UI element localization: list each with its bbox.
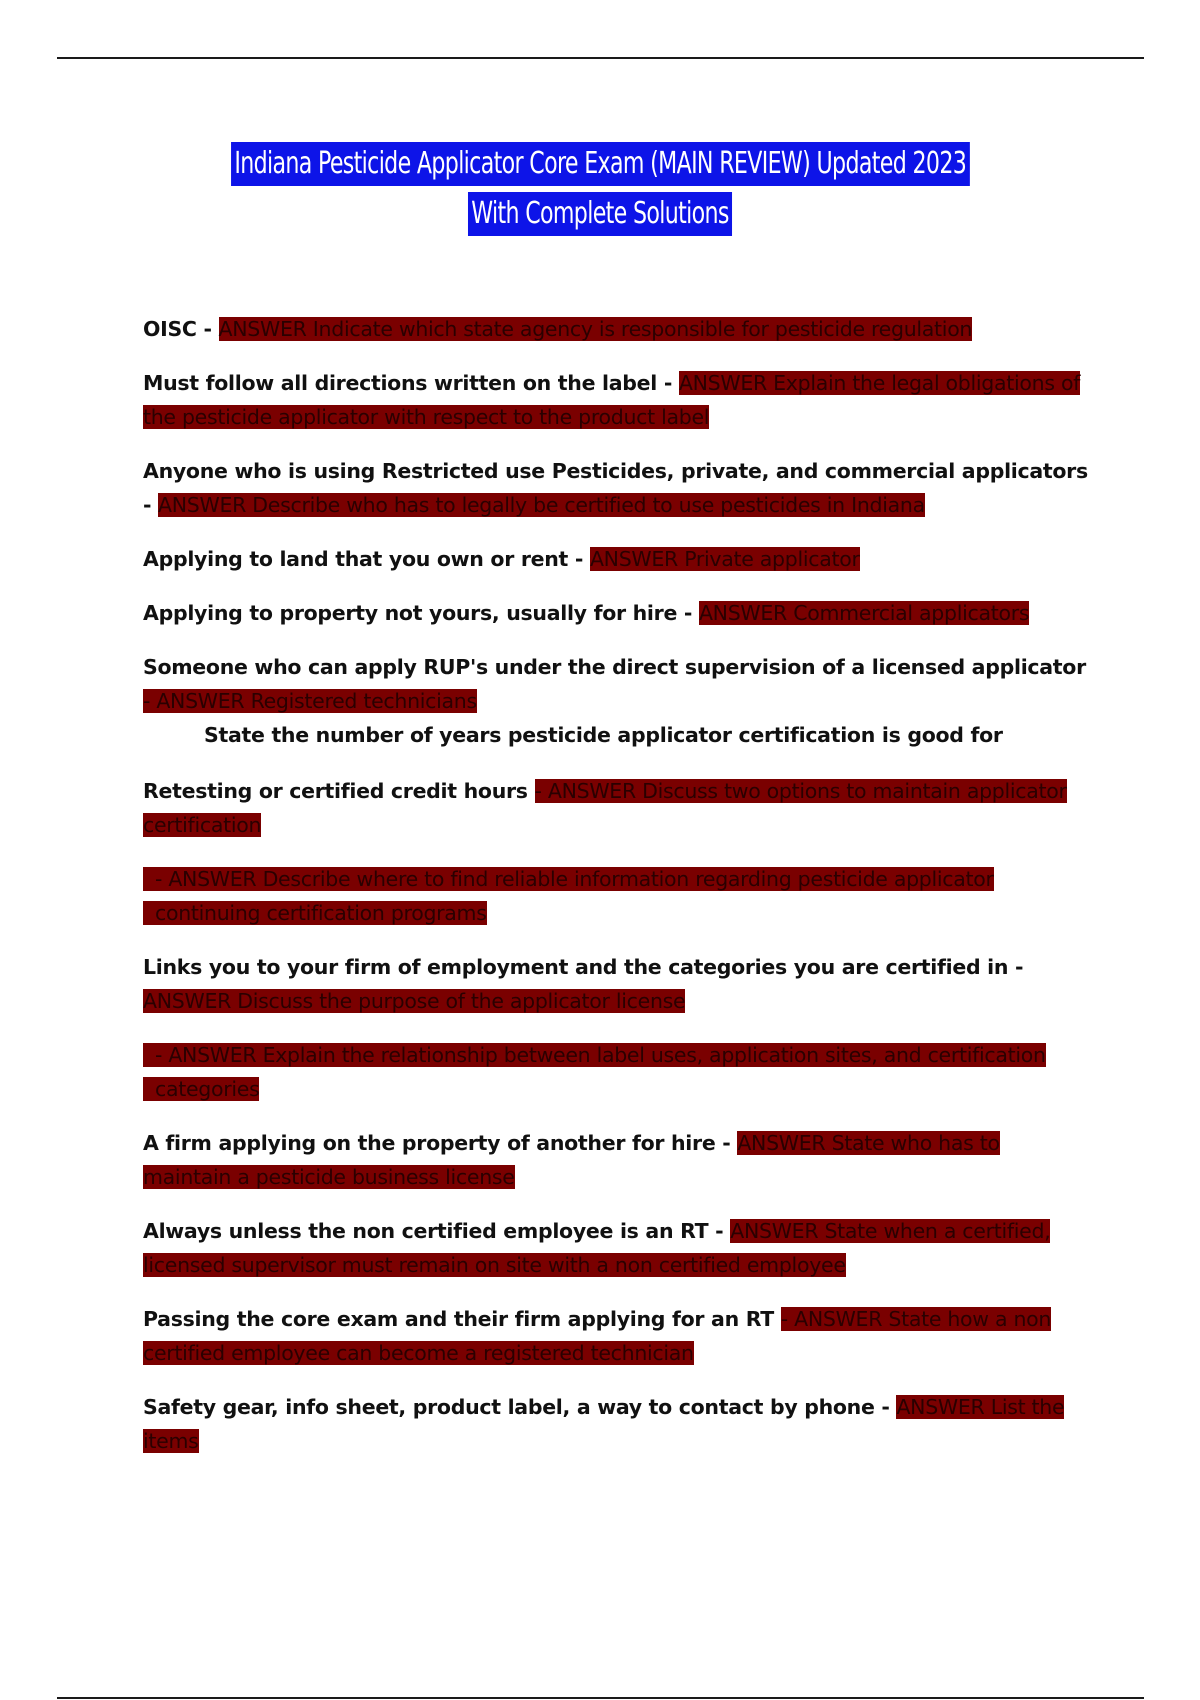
entry-term: Applying to land that you own or rent - <box>143 547 590 571</box>
document-title <box>0 142 1200 236</box>
top-rule <box>57 57 1144 59</box>
entry-answer: - ANSWER Explain the relationship between label uses, application sites, and certification categories <box>143 1043 1046 1101</box>
qa-entry <box>143 1390 1088 1458</box>
qa-entry <box>143 1126 1088 1194</box>
qa-entry <box>143 650 1088 718</box>
entry-term: State the number of years pesticide applicator certification is good for <box>204 723 1003 747</box>
qa-entry <box>143 1214 1088 1282</box>
entry-answer: ANSWER Commercial applicators <box>698 601 1030 625</box>
entry-term: Links you to your firm of employment and the categories you are certified in - <box>143 955 1024 979</box>
qa-entry-answer-only <box>143 862 1088 930</box>
qa-entry <box>143 542 1088 576</box>
entry-term: Must follow all directions written on the label - <box>143 371 679 395</box>
qa-entry <box>143 454 1088 522</box>
qa-entry <box>143 1302 1088 1370</box>
entry-answer: ANSWER Describe who has to legally be certified to use pesticides in Indiana <box>158 493 925 517</box>
entry-term: Retesting or certified credit hours <box>143 779 535 803</box>
entry-answer: ANSWER Discuss the purpose of the applicator license <box>143 989 686 1013</box>
qa-entry-answer-only <box>143 1038 1088 1106</box>
entry-term: OISC - <box>143 317 219 341</box>
entry-answer: ANSWER Explain the legal obligations of the pesticide applicator with respect to the product label <box>143 371 1081 429</box>
entry-answer: ANSWER State who has to maintain a pesticide business license <box>143 1131 1000 1189</box>
entry-term: Anyone who is using Restricted use Pesticides, private, and commercial applicators - <box>143 459 1088 517</box>
entry-term: Applying to property not yours, usually for hire - <box>143 601 699 625</box>
qa-entry <box>143 950 1088 1018</box>
qa-entry <box>143 312 1088 346</box>
title-line-2: With Complete Solutions <box>468 192 732 236</box>
entry-answer: - ANSWER Describe where to find reliable information regarding pesticide applicator continuing certification programs <box>143 867 994 925</box>
qa-entry <box>143 596 1088 630</box>
qa-entry <box>143 774 1088 842</box>
entry-term: Safety gear, info sheet, product label, a way to contact by phone - <box>143 1395 897 1419</box>
entry-term: Someone who can apply RUP's under the direct supervision of a licensed applicator <box>143 655 1086 679</box>
bottom-rule <box>57 1697 1144 1699</box>
title-line-1: Indiana Pesticide Applicator Core Exam (MAIN REVIEW) Updated 2023 <box>231 142 969 186</box>
entry-answer: - ANSWER State how a non certified employee can become a registered technician <box>143 1307 1052 1365</box>
entry-answer: - ANSWER Registered technicians <box>143 689 477 713</box>
entry-term: Always unless the non certified employee is an RT - <box>143 1219 731 1243</box>
entry-answer: ANSWER Indicate which state agency is responsible for pesticide regulation <box>218 317 973 341</box>
entry-term: A firm applying on the property of another for hire - <box>143 1131 738 1155</box>
entry-answer: ANSWER List the items <box>143 1395 1065 1453</box>
entry-term: Passing the core exam and their firm applying for an RT <box>143 1307 781 1331</box>
qa-list <box>143 312 1088 1478</box>
entry-answer: - ANSWER Discuss two options to maintain applicator certification <box>143 779 1067 837</box>
entry-answer: ANSWER Private applicator <box>589 547 860 571</box>
qa-entry-question-only <box>143 718 1088 752</box>
entry-answer: ANSWER State when a certified, licensed supervisor must remain on site with a non certified employee <box>143 1219 1051 1277</box>
qa-entry <box>143 366 1088 434</box>
